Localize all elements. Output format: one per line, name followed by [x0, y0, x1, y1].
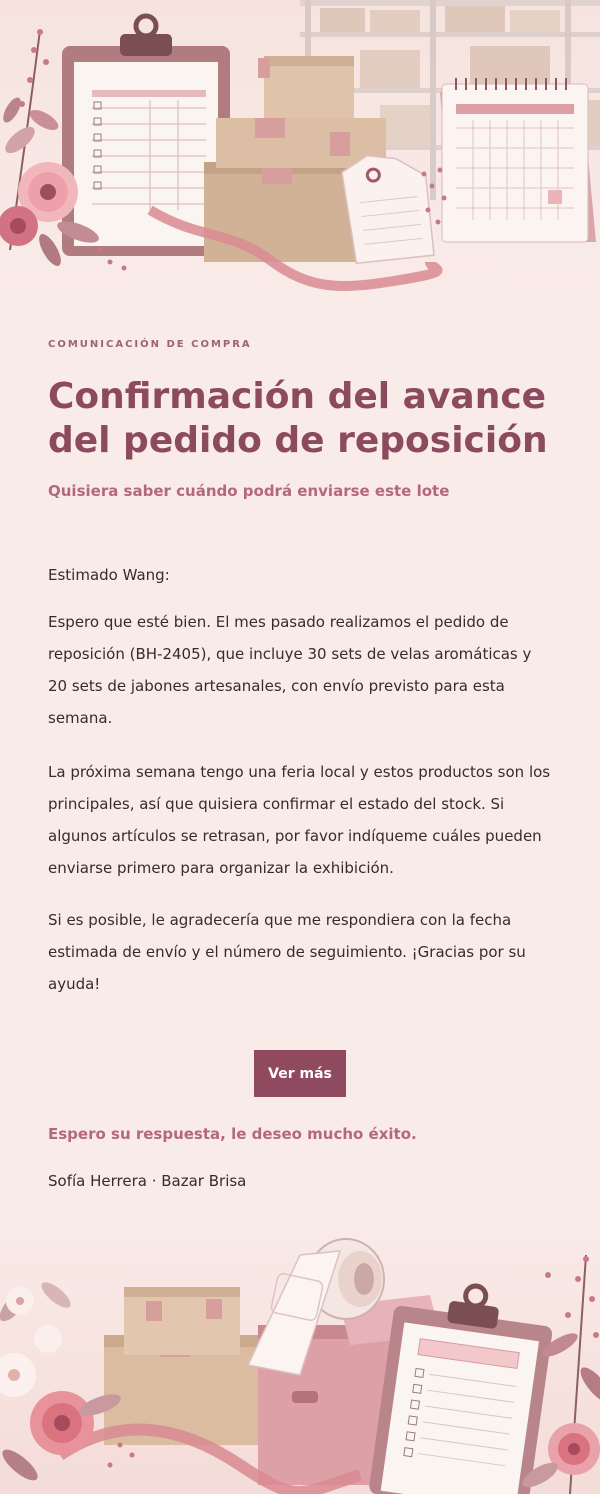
page-title: Confirmación del avance del pedido de reposición — [48, 376, 548, 461]
footer-illustration — [0, 1215, 600, 1494]
boxes-icon — [104, 1287, 259, 1445]
header-illustration — [0, 0, 600, 300]
eyebrow-label: COMUNICACIÓN DE COMPRA — [48, 339, 252, 350]
body-paragraph-3: Si es posible, le agradecería que me respondiera con la fecha estimada de envío y el número de seguimiento. ¡Gracias por su ayuda! — [48, 911, 526, 993]
signature: Sofía Herrera · Bazar Brisa — [48, 1172, 247, 1190]
body-paragraph-2: La próxima semana tengo una feria local y estos productos son los principales, así que quisiera confirmar el estado del stock. Si algunos artículos se retrasan, por favor indíqueme cuáles pueden enviarse primero para organizar la exhibición. — [48, 763, 551, 877]
closing-line: Espero su respuesta, le deseo mucho éxito. — [48, 1125, 417, 1143]
see-more-button[interactable]: Ver más — [254, 1050, 346, 1097]
calendar-icon — [440, 78, 596, 242]
body-paragraph-1: Espero que esté bien. El mes pasado realizamos el pedido de reposición (BH-2405), que incluye 30 sets de velas aromáticas y 20 sets de jabones artesanales, con envío previsto para esta semana. — [48, 613, 532, 727]
greeting: Estimado Wang: — [48, 566, 170, 584]
subtitle: Quisiera saber cuándo podrá enviarse este lote — [48, 482, 450, 500]
